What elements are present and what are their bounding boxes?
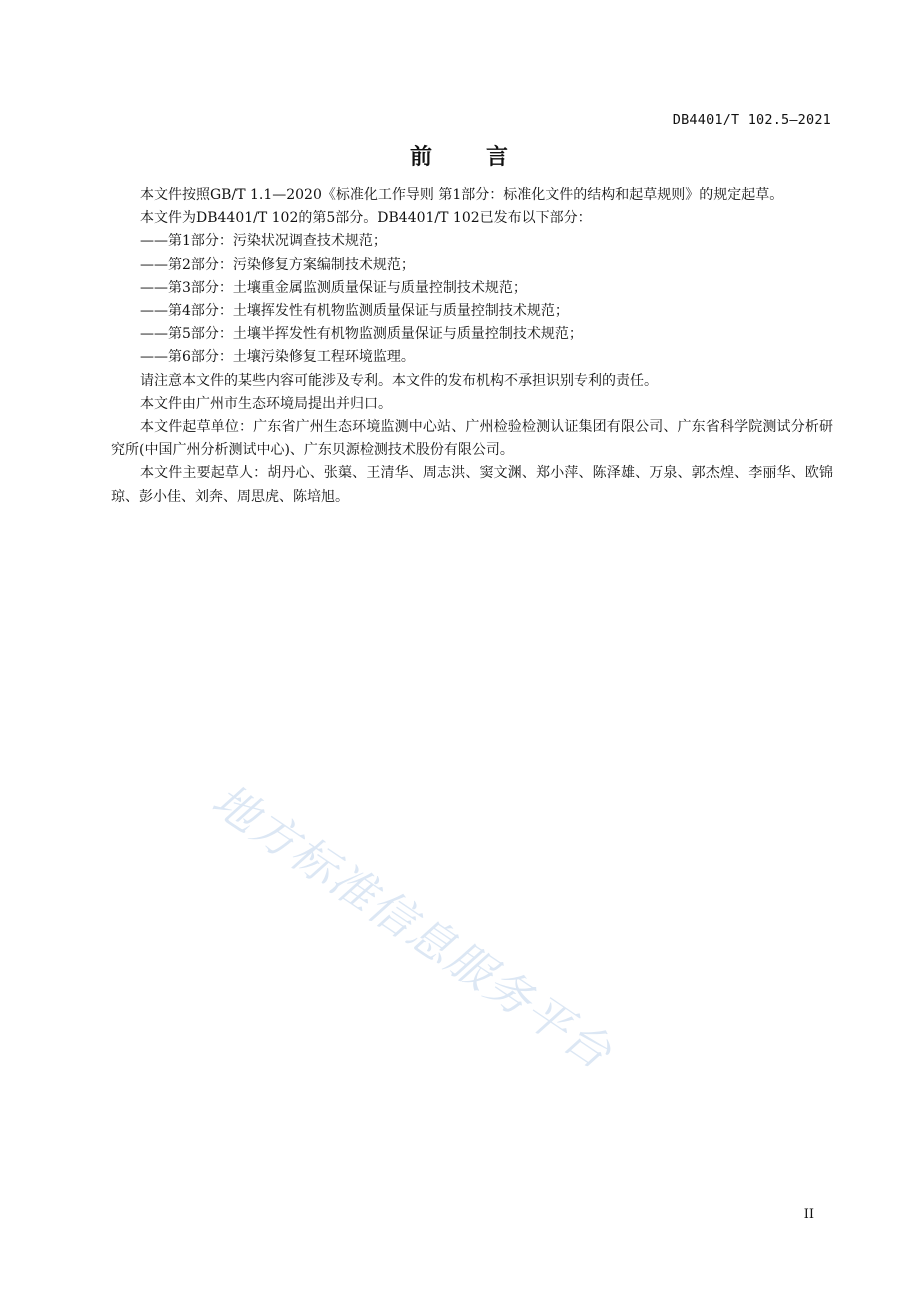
page-number: II [803, 1207, 814, 1222]
paragraph-proposer: 本文件由广州市生态环境局提出并归口。 [140, 395, 392, 412]
list-item: ——第5部分：土壤半挥发性有机物监测质量保证与质量控制技术规范； [140, 326, 583, 343]
paragraph-drafting-units: 本文件起草单位：广东省广州生态环境监测中心站、广州检验检测认证集团有限公司、广东省科学院测试分析研究所(中国广州分析测试中心)、广东贝源检测技术股份有限公司。 [111, 419, 833, 459]
paragraph-basis: 本文件按照GB/T 1.1—2020《标准化工作导则 第1部分：标准化文件的结构和起草规则》的规定起草。 [140, 187, 784, 203]
list-item: ——第3部分：土壤重金属监测质量保证与质量控制技术规范； [140, 279, 527, 296]
title-char-2: 言 [486, 145, 511, 170]
watermark: 地方标准信息服务平台 [202, 773, 623, 1081]
paragraph-part-info: 本文件为DB4401/T 102的第5部分。DB4401/T 102已发布以下部分： [140, 210, 592, 227]
list-item: ——第2部分：污染修复方案编制技术规范； [140, 256, 415, 273]
paragraph-patent-notice: 请注意本文件的某些内容可能涉及专利。本文件的发布机构不承担识别专利的责任。 [140, 372, 658, 389]
paragraph-drafters: 本文件主要起草人：胡丹心、张蕖、王清华、周志洪、窦文渊、郑小萍、陈泽雄、万泉、郭杰煌、李丽华、欧锦琼、彭小佳、刘奔、周思虎、陈培旭。 [111, 465, 833, 505]
list-item: ——第6部分：土壤污染修复工程环境监理。 [140, 349, 415, 366]
list-item: ——第1部分：污染状况调查技术规范； [140, 233, 387, 250]
document-code: DB4401/T 102.5—2021 [672, 112, 831, 128]
title-char-1: 前 [409, 145, 434, 170]
page-title [0, 140, 920, 171]
preface-body [111, 184, 833, 509]
list-item: ——第4部分：土壤挥发性有机物监测质量保证与质量控制技术规范； [140, 303, 569, 320]
